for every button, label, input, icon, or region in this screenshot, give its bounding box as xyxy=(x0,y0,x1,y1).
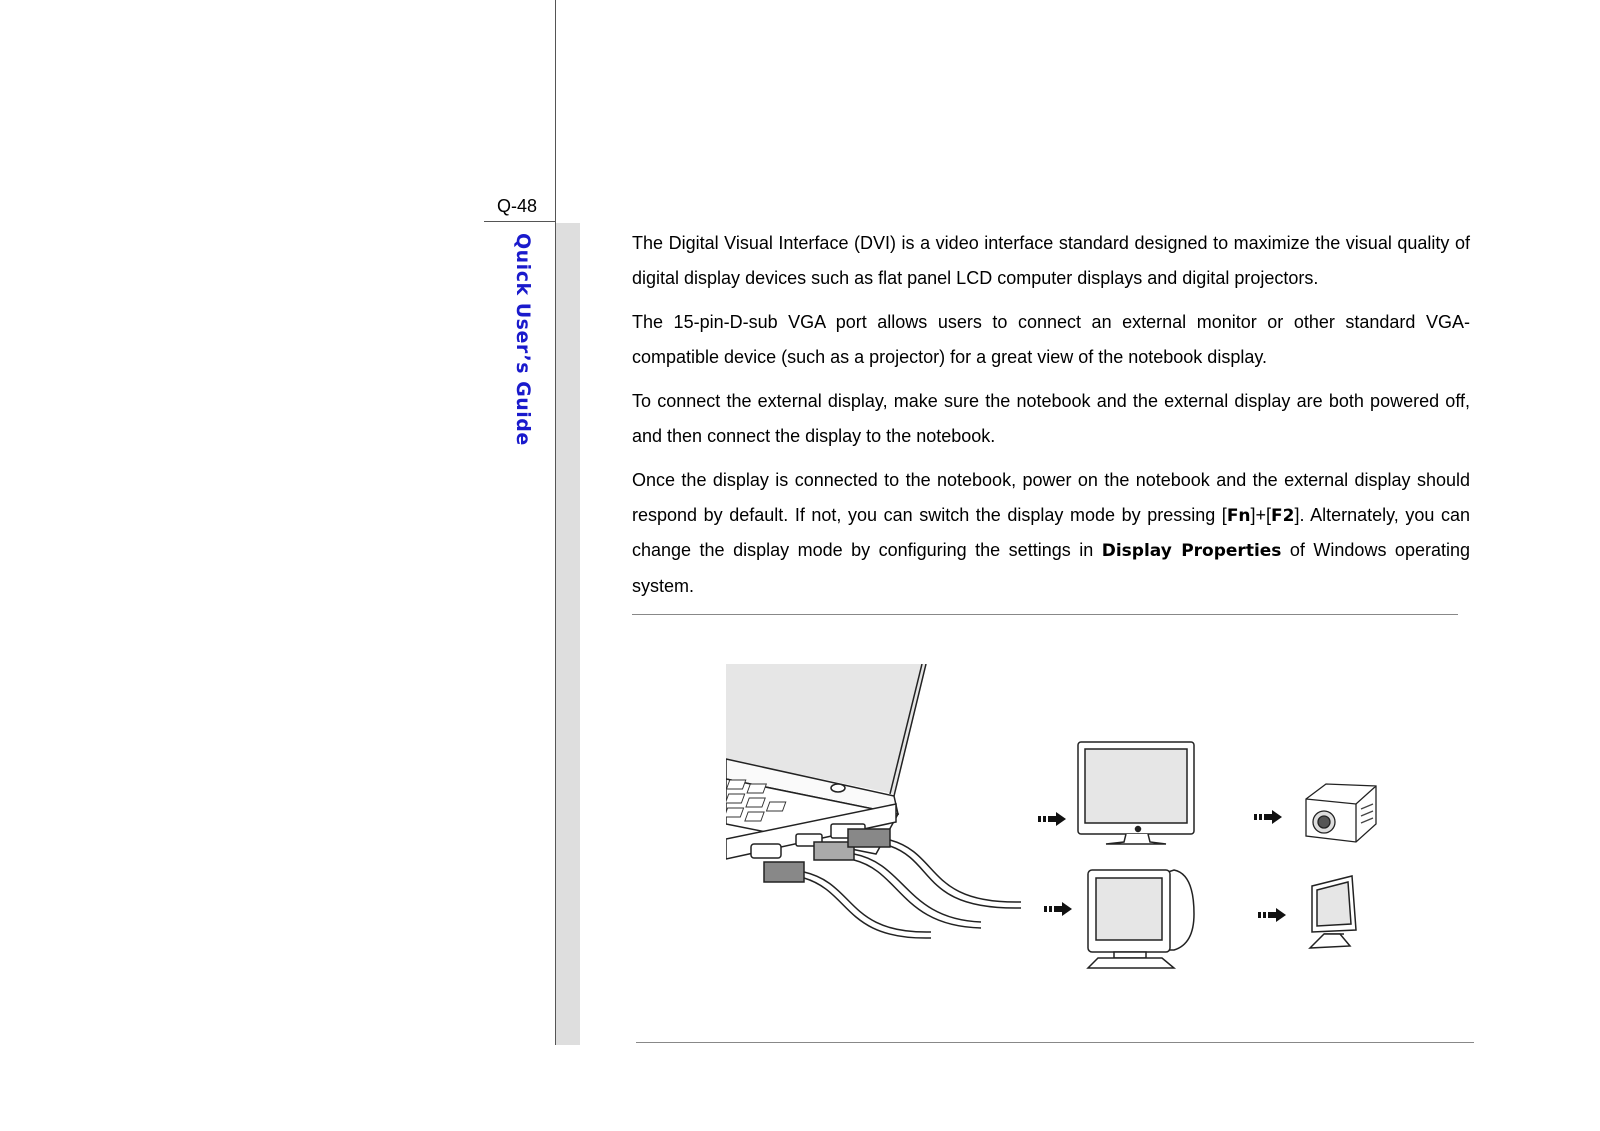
projector-icon xyxy=(1306,784,1376,842)
page-number: Q-48 xyxy=(497,196,538,216)
connection-illustration xyxy=(726,664,1406,984)
paragraph-vga: The 15-pin-D-sub VGA port allows users to connect an external monitor or other standard VGA-compatible device (such as a projector) for a great view of the notebook display. xyxy=(632,312,1470,367)
key-fn: Fn xyxy=(1226,505,1251,526)
side-title: Quick User’s Guide xyxy=(512,233,534,446)
paragraph-dvi: The Digital Visual Interface (DVI) is a video interface standard designed to maximize the visual quality of digital display devices such as flat panel LCD computer displays and digital projectors. xyxy=(632,233,1470,288)
page-number-rule xyxy=(484,221,556,222)
paragraph-display-mode: Once the display is connected to the notebook, power on the notebook and the external display should respond by default. If not, you can switch the display mode by pressing [Fn]+[F2]. Alternately, you can change the display mode by configuring the settings in Display Properties of Windows operating system. xyxy=(632,470,1470,596)
crt-monitor-icon xyxy=(1088,870,1194,968)
lcd-monitor-icon xyxy=(1078,742,1194,844)
flat-panel-icon xyxy=(1310,876,1356,948)
figure-top-rule xyxy=(632,614,1458,615)
paragraph-connect: To connect the external display, make sure the notebook and the external display are both powered off, and then connect the display to the notebook. xyxy=(632,391,1470,446)
laptop-icon xyxy=(726,664,1021,938)
margin-band xyxy=(556,223,580,1045)
figure-bottom-rule xyxy=(636,1042,1474,1043)
body-text xyxy=(632,226,1470,613)
key-f2: F2 xyxy=(1271,505,1295,526)
display-properties-label: Display Properties xyxy=(1101,541,1282,561)
